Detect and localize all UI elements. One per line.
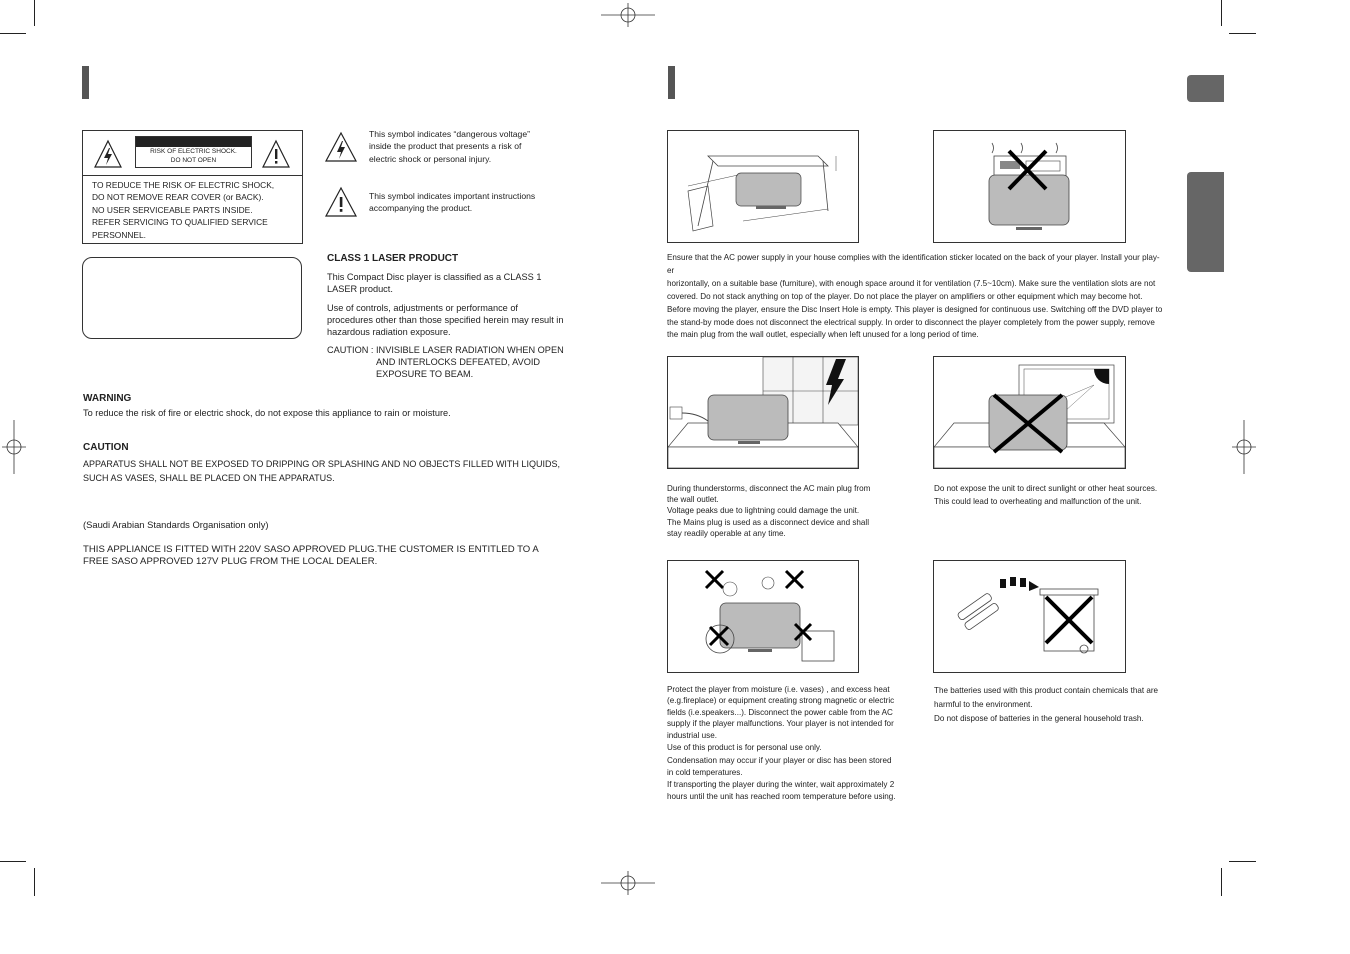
registration-mark-icon [1232, 420, 1256, 474]
battery-text: The batteries used with this product contain chemicals that are harmful to the environment. Do not dispose of batteries in the general household trash. [934, 686, 1159, 723]
lightning-warning-icon [324, 131, 358, 163]
laser-paragraph-2: Use of controls, adjustments or performance of procedures other than those specified herein may result in hazardous radiation exposure. [327, 303, 564, 337]
crop-mark [0, 861, 26, 862]
sunlight-illustration [933, 356, 1126, 469]
left-section-title-bar [82, 66, 89, 99]
crop-mark [1229, 33, 1256, 34]
exclamation-warning-icon [261, 139, 291, 169]
warning-heading: WARNING [83, 393, 132, 404]
crop-mark [34, 868, 35, 896]
shock-label-block [135, 136, 252, 168]
shock-label-line: RISK OF ELECTRIC SHOCK. [150, 148, 237, 155]
saso-note: (Saudi Arabian Standards Organisation only) [83, 519, 269, 530]
page-number-tab [1187, 75, 1224, 102]
saso-text: THIS APPLIANCE IS FITTED WITH 220V SASO APPROVED PLUG.THE CUSTOMER IS ENTITLED TO A FREE SASO APPROVED 127V PLUG FROM THE LOCAL DEALER. [83, 544, 539, 567]
crop-mark [1229, 861, 1256, 862]
caution-text: APPARATUS SHALL NOT BE EXPOSED TO DRIPPING OR SPLASHING AND NO OBJECTS FILLED WITH LIQUIDS, SUCH AS VASES, SHALL BE PLACED ON THE APPARATUS. [83, 459, 560, 483]
important-symbol-text: This symbol indicates important instructions accompanying the product. [369, 191, 536, 214]
electric-shock-box [82, 130, 303, 244]
voltage-symbol-text: This symbol indicates “dangerous voltage” inside the product that presents a risk of electric shock or personal injury. [369, 129, 530, 164]
crop-mark [1221, 0, 1222, 26]
ventilation-illustration [667, 130, 859, 243]
laser-heading: CLASS 1 LASER PRODUCT [327, 253, 459, 264]
language-tab [1187, 172, 1224, 272]
warning-text: To reduce the risk of fire or electric shock, do not expose this appliance to rain or moisture. [83, 408, 451, 418]
registration-mark-icon [2, 420, 26, 474]
crop-mark [0, 33, 26, 34]
crop-mark [1221, 868, 1222, 896]
shock-box-text: TO REDUCE THE RISK OF ELECTRIC SHOCK, DO NOT REMOVE REAR COVER (or BACK). NO USER SERVICEABLE PARTS INSIDE. REFER SERVICING TO QUALIFIED SERVICE PERSONNEL. [92, 180, 275, 240]
registration-mark-icon [601, 871, 655, 895]
crop-mark [34, 0, 35, 26]
registration-mark-icon [601, 3, 655, 27]
moisture-heat-illustration [667, 560, 859, 673]
right-section-title-bar [668, 66, 675, 99]
laser-caution: CAUTION : INVISIBLE LASER RADIATION WHEN OPEN AND INTERLOCKS DEFEATED, AVOID EXPOSURE TO BEAM. [327, 345, 564, 379]
laser-paragraph-1: This Compact Disc player is classified as a CLASS 1 LASER product. [327, 272, 542, 294]
shock-label-line: DO NOT OPEN [170, 157, 217, 164]
moisture-text: Protect the player from moisture (i.e. vases) , and excess heat (e.g.fireplace) or equipment creating strong magnetic or electric fields (i.e.speakers...). Disconnect the power cable from the AC supply if the player malfunctions. Your player is not intended for industrial use. Use of this product is for personal use only. Condensation may occur if your player or disc has been stored in cold temperatures. If transporting the player during the winter, wait approximately 2 hours until the unit has reached room temperature before using. [667, 685, 896, 801]
empty-rounded-box [82, 257, 302, 339]
ventilation-text: Ensure that the AC power supply in your house complies with the identification sticker located on the back of your player. Install your play- er horizontally, on a suitable base (furniture), with enough space around it for ventilation (7.5~10cm). Make sure the ventilation slots are not covered. Do not stack anything on top of the player. Do not place the player on amplifiers or other equipment which may become hot. Before moving the player, ensure the Disc Insert Hole is empty. This player is designed for continuous use. Switching off the DVD player to the stand-by mode does not disconnect the electrical supply. In order to disconnect the player completely from the power supply, remove the main plug from the wall outlet, especially when left unused for a long period of time. [667, 253, 1163, 340]
thunderstorm-text: During thunderstorms, disconnect the AC main plug from the wall outlet. Voltage peaks due to lightning could damage the unit. The Mains plug is used as a disconnect device and shall stay readily operable at any time. [667, 484, 871, 538]
sunlight-text: Do not expose the unit to direct sunlight or other heat sources. This could lead to overheating and malfunction of the unit. [934, 484, 1158, 506]
battery-disposal-illustration [933, 560, 1126, 673]
no-stacking-illustration [933, 130, 1126, 243]
thunderstorm-illustration [667, 356, 859, 469]
caution-heading: CAUTION [83, 442, 129, 453]
exclamation-warning-icon [324, 186, 358, 218]
lightning-warning-icon [93, 139, 123, 169]
